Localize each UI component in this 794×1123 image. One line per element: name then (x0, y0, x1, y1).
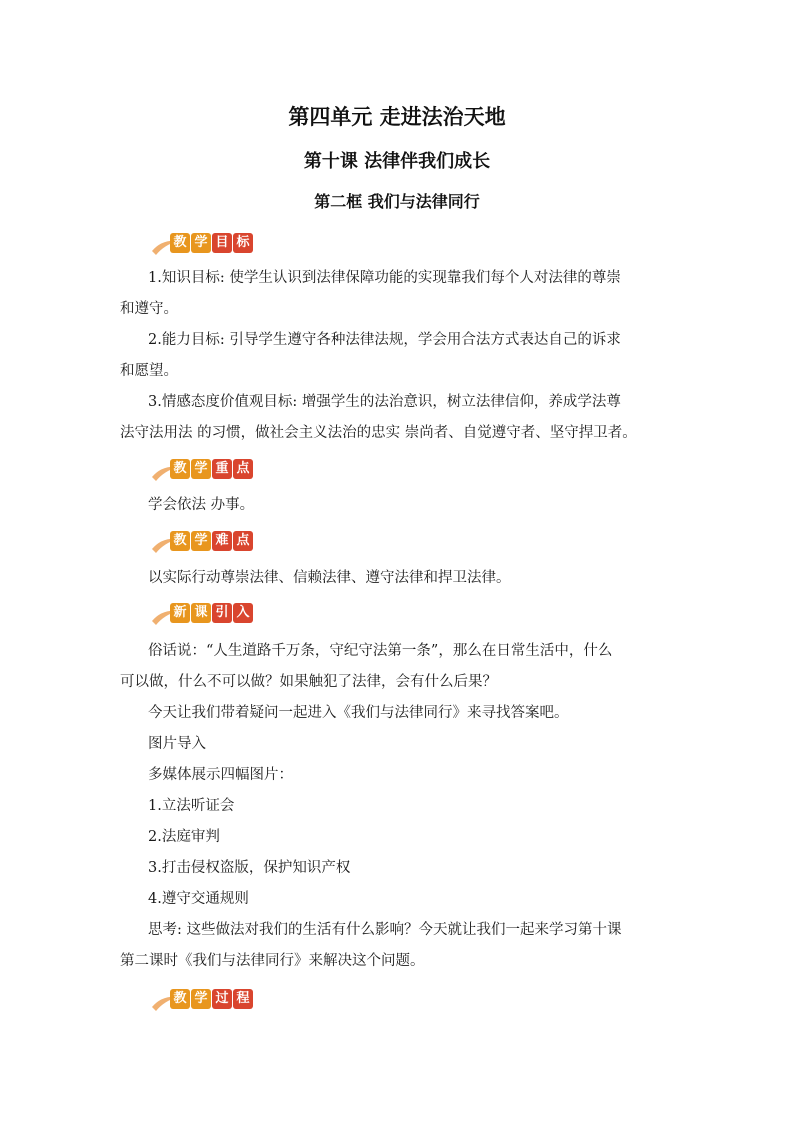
picture-item: 3.打击侵权盗版，保护知识产权 (148, 860, 351, 876)
badge-char: 重 (212, 459, 232, 479)
section-badge-intro (150, 603, 260, 627)
difficulty-body (120, 563, 676, 594)
badge-char: 难 (212, 531, 232, 551)
objective-2-line2: 和愿望。 (120, 363, 178, 379)
think-line1: 思考: 这些做法对我们的生活有什么影响？今天就让我们一起来学习第十课 (148, 922, 622, 938)
think-line2: 第二课时《我们与法律同行》来解决这个问题。 (120, 953, 425, 969)
badge-char: 引 (212, 603, 232, 623)
badge-char: 教 (170, 531, 190, 551)
section-badge-process (150, 989, 260, 1013)
section-badge-objectives (150, 233, 260, 257)
multimedia-text: 多媒体展示四幅图片： (148, 767, 293, 783)
objectives-body (120, 263, 676, 449)
objective-3-line1: 3.情感态度价值观目标: 增强学生的法治意识，树立法律信仰，养成学法尊 (148, 394, 621, 410)
saying-line1: 俗话说：“人生道路千万条，守纪守法第一条”，那么在日常生活中，什么 (148, 643, 613, 659)
badge-char: 课 (191, 603, 211, 623)
difficulty-text: 以实际行动尊崇法律、信赖法律、遵守法律和捍卫法律。 (148, 570, 511, 586)
picture-item: 1.立法听证会 (148, 798, 235, 814)
badge-char: 入 (233, 603, 253, 623)
section-badge-key-point (150, 459, 260, 483)
badge-char: 目 (212, 233, 232, 253)
badge-char: 学 (191, 233, 211, 253)
today-text: 今天让我们带着疑问一起进入《我们与法律同行》来寻找答案吧。 (148, 705, 569, 721)
badge-char: 教 (170, 233, 190, 253)
badge-char: 教 (170, 989, 190, 1009)
objective-1-line1: 1.知识目标: 使学生认识到法律保障功能的实现靠我们每个人对法律的尊崇 (148, 270, 621, 286)
badge-char: 教 (170, 459, 190, 479)
badge-char: 标 (233, 233, 253, 253)
badge-char: 学 (191, 459, 211, 479)
badge-char: 新 (170, 603, 190, 623)
intro-body (120, 636, 676, 977)
objective-2-line1: 2.能力目标: 引导学生遵守各种法律法规，学会用合法方式表达自己的诉求 (148, 332, 621, 348)
objective-1-line2: 和遵守。 (120, 301, 178, 317)
saying-line2: 可以做，什么不可以做？如果触犯了法律，会有什么后果？ (120, 674, 497, 690)
badge-char: 程 (233, 989, 253, 1009)
badge-char: 点 (233, 531, 253, 551)
picture-intro-label: 图片导入 (148, 736, 206, 752)
picture-item: 2.法庭审判 (148, 829, 220, 845)
unit-title: 第四单元 走进法治天地 (288, 105, 506, 129)
badge-char: 学 (191, 989, 211, 1009)
badge-char: 点 (233, 459, 253, 479)
objective-3-line2: 法守法用法 的习惯，做社会主义法治的忠实 崇尚者、自觉遵守者、坚守捍卫者。 (120, 425, 637, 441)
badge-char: 过 (212, 989, 232, 1009)
frame-title: 第二框 我们与法律同行 (314, 192, 480, 211)
badge-char: 学 (191, 531, 211, 551)
section-badge-difficulty (150, 531, 260, 555)
picture-item: 4.遵守交通规则 (148, 891, 249, 907)
lesson-title: 第十课 法律伴我们成长 (303, 151, 491, 172)
key-point-text: 学会依法 办事。 (148, 497, 255, 513)
key-point-body (120, 490, 676, 521)
